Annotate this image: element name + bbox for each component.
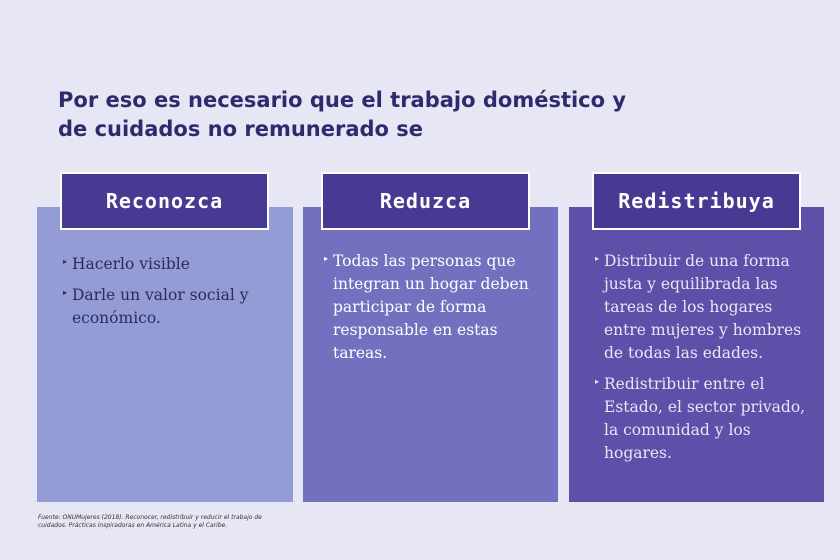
- list-item: [595, 373, 817, 465]
- list-item: [595, 250, 817, 365]
- list-item: [63, 253, 273, 276]
- heading-redistribuya: Redistribuya: [592, 172, 801, 230]
- card-reconozca: [37, 207, 293, 502]
- list-item: [63, 284, 273, 330]
- list-item-text: Todas las personas que integran un hogar deben participar de forma responsable en estas tareas.: [333, 252, 529, 362]
- triangle-bullet-icon: ▸: [595, 377, 600, 386]
- list-item: [324, 250, 544, 365]
- card-redistribuya: [569, 207, 824, 502]
- list-item-text: Darle un valor social y económico.: [72, 286, 249, 327]
- triangle-bullet-icon: ▸: [63, 288, 68, 297]
- list-reconozca: [63, 253, 273, 338]
- triangle-bullet-icon: ▸: [595, 254, 600, 263]
- triangle-bullet-icon: ▸: [63, 257, 68, 266]
- source-note: Fuente: ONUMujeres (2018). Reconocer, redistribuir y reducir el trabajo de cuidados. Prácticas inspiradoras en América Latina y el Caribe.: [38, 514, 262, 529]
- title-line-1: Por eso es necesario que el trabajo doméstico y: [58, 88, 627, 112]
- list-reduzca: [324, 250, 544, 373]
- heading-reduzca: Reduzca: [321, 172, 530, 230]
- title-line-2: de cuidados no remunerado se: [58, 117, 424, 141]
- list-item-text: Distribuir de una forma justa y equilibrada las tareas de los hogares entre mujeres y hombres de todas las edades.: [604, 252, 802, 362]
- card-reduzca: [303, 207, 558, 502]
- list-redistribuya: [595, 250, 817, 473]
- page-title: [58, 86, 698, 144]
- heading-reconozca: Reconozca: [60, 172, 269, 230]
- triangle-bullet-icon: ▸: [324, 254, 329, 263]
- list-item-text: Hacerlo visible: [72, 255, 190, 273]
- list-item-text: Redistribuir entre el Estado, el sector privado, la comunidad y los hogares.: [604, 375, 806, 462]
